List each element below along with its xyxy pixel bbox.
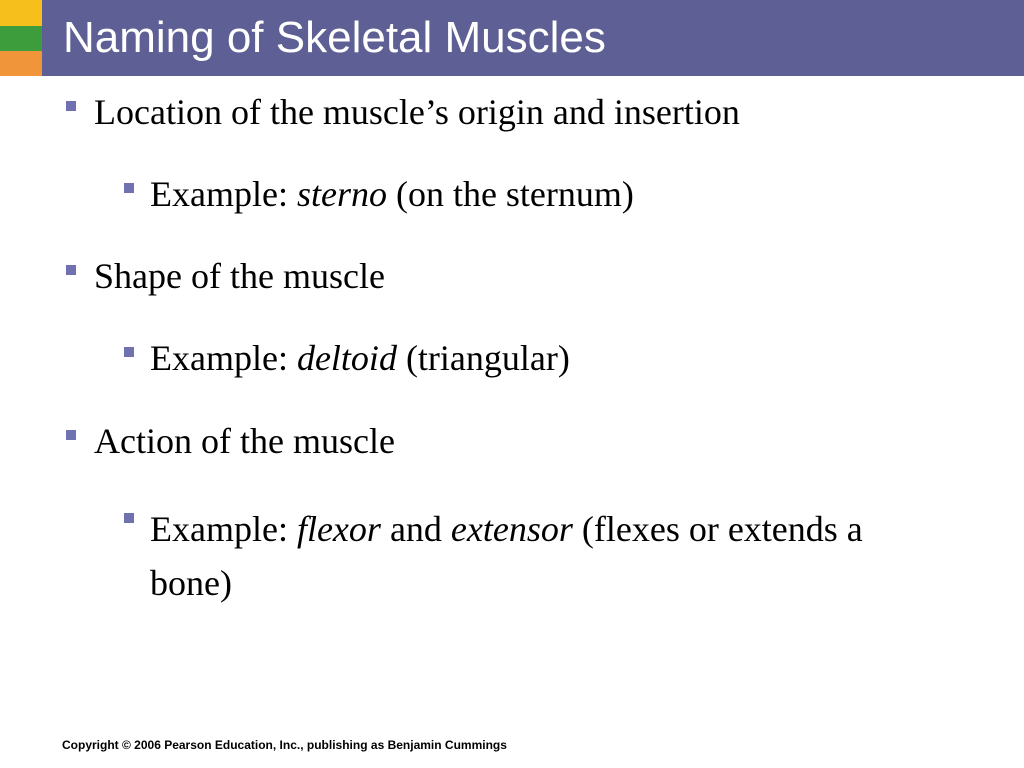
example-shape (150, 338, 910, 378)
copyright-footer: Copyright © 2006 Pearson Education, Inc., publishing as Benjamin Cummings (62, 738, 507, 752)
example-term: flexor (296, 509, 381, 549)
example-term: deltoid (296, 338, 397, 378)
example-prefix: Example: (150, 174, 297, 214)
bullet-location: Location of the muscle’s origin and insertion (94, 92, 740, 132)
corner-orange-block (0, 51, 42, 76)
bullet-square-icon (124, 347, 134, 357)
bullet-action: Action of the muscle (94, 421, 395, 461)
example-prefix: Example: (150, 509, 297, 549)
example-middle: and (380, 509, 451, 549)
example-prefix: Example: (150, 338, 297, 378)
example-term-2: extensor (450, 509, 573, 549)
example-suffix: (on the sternum) (386, 174, 634, 214)
example-location (150, 174, 910, 214)
bullet-square-icon (66, 101, 76, 111)
bullet-square-icon (124, 183, 134, 193)
example-action (150, 502, 910, 610)
bullet-square-icon (66, 265, 76, 275)
bullet-shape: Shape of the muscle (94, 256, 385, 296)
example-suffix: (triangular) (396, 338, 570, 378)
bullet-square-icon (124, 513, 134, 523)
corner-green-block (0, 26, 42, 51)
bullet-square-icon (66, 430, 76, 440)
corner-yellow-block (0, 0, 42, 26)
example-suffix: (flexes or extends a bone) (150, 509, 863, 603)
example-term: sterno (296, 174, 387, 214)
slide-title: Naming of Skeletal Muscles (63, 13, 606, 62)
